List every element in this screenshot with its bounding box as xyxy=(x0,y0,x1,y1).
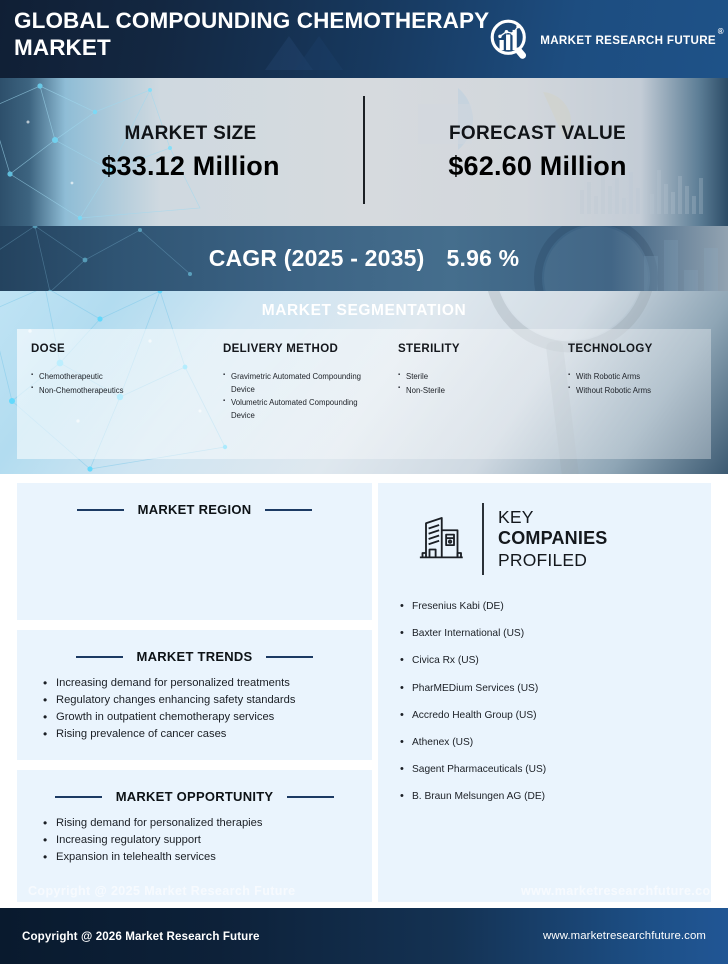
rule-right xyxy=(265,509,312,511)
list-item: ▪ Volumetric Automated Compounding Device xyxy=(223,397,374,422)
market-region-header xyxy=(17,483,372,517)
key-companies-panel xyxy=(378,483,711,902)
list-item: • Fresenius Kabi (DE) xyxy=(400,601,711,612)
segmentation-column-dose xyxy=(17,343,209,459)
list-item: • Accredo Health Group (US) xyxy=(400,710,711,721)
rule-right xyxy=(266,656,313,658)
list-item: • B. Braun Melsungen AG (DE) xyxy=(400,791,711,802)
segmentation-column-delivery-method xyxy=(209,343,384,459)
market-trends-title: MARKET TRENDS xyxy=(136,649,253,664)
rule-left xyxy=(76,656,123,658)
cagr-value: 5.96 % xyxy=(446,245,520,271)
segmentation-list xyxy=(398,371,544,397)
list-item: ▪ Non-Chemotherapeutics xyxy=(31,385,199,398)
list-item: • PharMEDium Services (US) xyxy=(400,683,711,694)
office-building-icon xyxy=(412,511,468,567)
market-size-block xyxy=(17,86,364,218)
list-item: • Expansion in telehealth services xyxy=(43,849,372,866)
cagr-content xyxy=(0,226,728,291)
watermark-url: www.marketresearchfuture.com xyxy=(521,884,723,898)
market-size-label: MARKET SIZE xyxy=(124,122,257,144)
list-item: • Growth in outpatient chemotherapy services xyxy=(43,709,372,726)
list-item: • Civica Rx (US) xyxy=(400,655,711,666)
rule-right xyxy=(287,796,334,798)
segmentation-heading: DELIVERY METHOD xyxy=(223,343,339,355)
list-item: • Regulatory changes enhancing safety standards xyxy=(43,692,372,709)
key-companies-title xyxy=(498,507,607,571)
market-size-band xyxy=(0,78,728,226)
footer-bar xyxy=(0,908,728,964)
vertical-divider xyxy=(363,96,365,204)
list-item: ▪ Chemotherapeutic xyxy=(31,371,199,384)
title-divider xyxy=(482,503,484,575)
forecast-value-value: $62.60 Million xyxy=(448,150,627,181)
forecast-value-label: FORECAST VALUE xyxy=(449,122,626,144)
market-region-title: MARKET REGION xyxy=(137,502,252,517)
brand-name-text: MARKET RESEARCH FUTURE xyxy=(540,33,716,47)
magnifier-bar-chart-logo-icon xyxy=(489,18,533,62)
brand-name xyxy=(540,26,724,47)
footer-url[interactable]: www.marketresearchfuture.com xyxy=(543,930,706,942)
market-trends-list xyxy=(43,675,372,743)
market-trends-header xyxy=(17,630,372,664)
segmentation-column-sterility xyxy=(384,343,554,459)
registered-mark-icon: ® xyxy=(717,26,724,36)
segmentation-list xyxy=(568,371,701,397)
cagr-label: CAGR (2025 - 2035) xyxy=(208,245,425,271)
segmentation-list xyxy=(31,371,199,397)
segmentation-heading: DOSE xyxy=(31,343,65,355)
page-title: GLOBAL COMPOUNDING CHEMOTHERAPY MARKET xyxy=(14,8,489,60)
rule-left xyxy=(55,796,102,798)
brand-logo xyxy=(489,18,724,62)
footer-copyright: Copyright @ 2026 Market Research Future xyxy=(22,929,260,943)
market-trends-panel xyxy=(17,630,372,760)
segmentation-heading: TECHNOLOGY xyxy=(568,343,653,355)
key-companies-title-line3: PROFILED xyxy=(498,549,588,570)
market-region-panel xyxy=(17,483,372,620)
list-item: • Increasing regulatory support xyxy=(43,832,372,849)
segmentation-title: MARKET SEGMENTATION xyxy=(261,302,467,319)
market-opportunity-panel xyxy=(17,770,372,902)
list-item: ▪ Gravimetric Automated Compounding Device xyxy=(223,371,374,396)
list-item: ▪ Without Robotic Arms xyxy=(568,385,701,398)
market-opportunity-header xyxy=(17,770,372,804)
list-item: • Rising demand for personalized therapies xyxy=(43,815,372,832)
list-item: • Increasing demand for personalized treatments xyxy=(43,675,372,692)
market-opportunity-title: MARKET OPPORTUNITY xyxy=(115,789,274,804)
market-opportunity-list xyxy=(43,815,372,866)
market-segmentation-band xyxy=(0,291,728,474)
segmentation-card xyxy=(17,329,711,459)
list-item: ▪ With Robotic Arms xyxy=(568,371,701,384)
key-companies-title-line1: KEY xyxy=(498,507,534,528)
list-item: • Rising prevalence of cancer cases xyxy=(43,726,372,743)
key-companies-header xyxy=(378,483,711,575)
cagr-band xyxy=(0,226,728,291)
footer-content xyxy=(0,908,728,964)
market-size-value: $33.12 Million xyxy=(101,150,280,181)
watermark-copyright: Copyright @ 2025 Market Research Future xyxy=(28,884,296,898)
key-companies-list xyxy=(400,601,711,802)
list-item: • Athenex (US) xyxy=(400,737,711,748)
key-companies-title-line2: COMPANIES xyxy=(498,528,608,549)
list-item: ▪ Non-Sterile xyxy=(398,385,544,398)
list-item: ▪ Sterile xyxy=(398,371,544,384)
list-item: • Baxter International (US) xyxy=(400,628,711,639)
forecast-value-block xyxy=(364,86,711,218)
list-item: • Sagent Pharmaceuticals (US) xyxy=(400,764,711,775)
rule-left xyxy=(77,509,124,511)
header-bar xyxy=(0,0,728,78)
segmentation-column-technology xyxy=(554,343,711,459)
segmentation-heading: STERILITY xyxy=(398,343,460,355)
segmentation-list xyxy=(223,371,374,423)
